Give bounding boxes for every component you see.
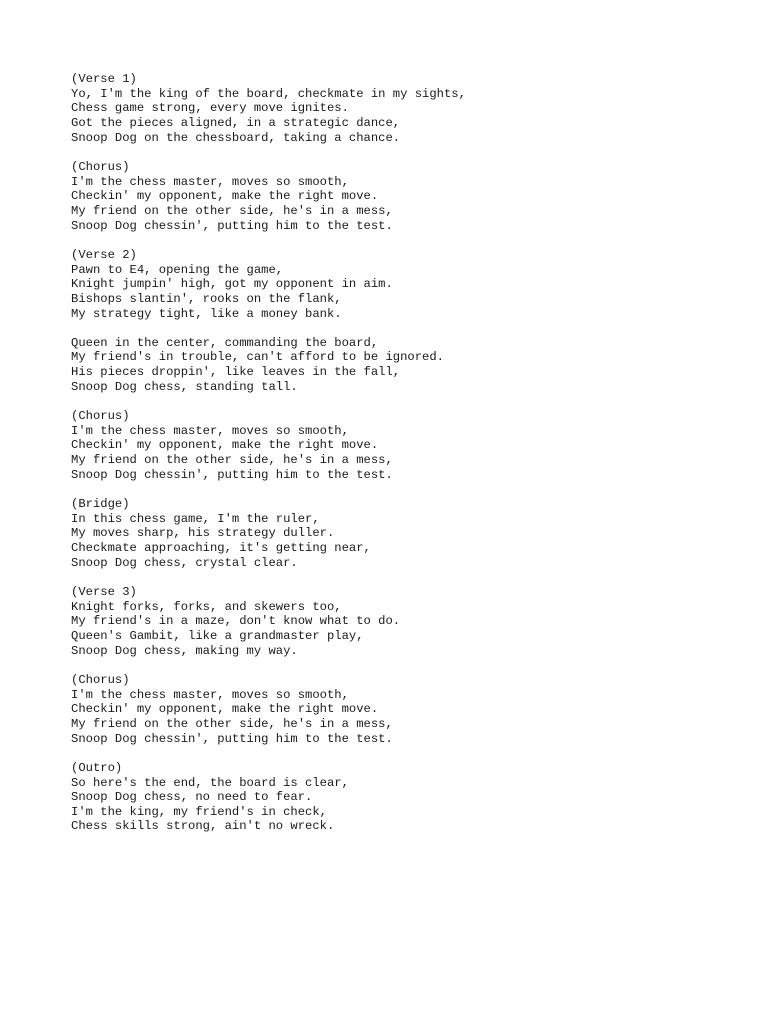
lyric-line: Knight forks, forks, and skewers too, xyxy=(71,599,342,614)
section-heading: (Chorus) xyxy=(71,672,130,687)
lyrics-body xyxy=(71,72,751,849)
stanza xyxy=(71,336,751,395)
section-heading: (Verse 3) xyxy=(71,584,137,599)
lyric-line: My friend on the other side, he's in a mess, xyxy=(71,453,393,468)
stanza xyxy=(71,160,751,233)
lyric-line: Got the pieces aligned, in a strategic dance, xyxy=(71,115,401,130)
lyric-line: Checkin' my opponent, make the right move. xyxy=(71,189,379,204)
lyric-line: Chess skills strong, ain't no wreck. xyxy=(71,819,335,834)
lyric-line: In this chess game, I'm the ruler, xyxy=(71,511,320,526)
stanza xyxy=(71,72,751,145)
lyric-line: I'm the chess master, moves so smooth, xyxy=(71,423,349,438)
lyric-line: Snoop Dog chessin', putting him to the test. xyxy=(71,218,393,233)
lyric-line: Snoop Dog chessin', putting him to the test. xyxy=(71,731,393,746)
lyric-line: My strategy tight, like a money bank. xyxy=(71,306,342,321)
lyric-line: Yo, I'm the king of the board, checkmate in my sights, xyxy=(71,86,466,101)
lyric-line: So here's the end, the board is clear, xyxy=(71,775,349,790)
lyric-line: Snoop Dog chess, making my way. xyxy=(71,643,298,658)
lyric-line: Snoop Dog chess, crystal clear. xyxy=(71,555,298,570)
stanza xyxy=(71,673,751,746)
lyric-line: Checkmate approaching, it's getting near, xyxy=(71,541,371,555)
section-heading: (Verse 1) xyxy=(71,72,137,86)
lyric-line: Bishops slantin', rooks on the flank, xyxy=(71,291,342,306)
lyric-line: Queen's Gambit, like a grandmaster play, xyxy=(71,628,364,643)
lyric-line: My friend on the other side, he's in a mess, xyxy=(71,716,393,731)
lyric-line: I'm the chess master, moves so smooth, xyxy=(71,687,349,702)
lyric-line: Snoop Dog chessin', putting him to the test. xyxy=(71,467,393,482)
lyric-line: Snoop Dog chess, no need to fear. xyxy=(71,790,313,805)
lyric-line: My friend's in trouble, can't afford to be ignored. xyxy=(71,350,444,365)
lyric-line: His pieces droppin', like leaves in the fall, xyxy=(71,365,401,380)
stanza xyxy=(71,585,751,658)
section-heading: (Verse 2) xyxy=(71,247,137,262)
stanza xyxy=(71,497,751,570)
lyric-line: My friend's in a maze, don't know what to do. xyxy=(71,614,401,629)
lyric-line: Checkin' my opponent, make the right move. xyxy=(71,702,379,717)
lyric-line: I'm the king, my friend's in check, xyxy=(71,804,327,819)
section-heading: (Chorus) xyxy=(71,409,130,424)
section-heading: (Chorus) xyxy=(71,159,130,174)
lyric-line: My friend on the other side, he's in a mess, xyxy=(71,203,393,218)
stanza xyxy=(71,761,751,834)
lyric-line: Snoop Dog chess, standing tall. xyxy=(71,379,298,394)
lyric-line: Snoop Dog on the chessboard, taking a chance. xyxy=(71,130,401,145)
lyric-line: I'm the chess master, moves so smooth, xyxy=(71,174,349,189)
lyric-line: Pawn to E4, opening the game, xyxy=(71,262,284,277)
section-heading: (Outro) xyxy=(71,760,123,775)
stanza xyxy=(71,248,751,321)
lyric-line: Knight jumpin' high, got my opponent in aim. xyxy=(71,277,393,292)
lyric-line: My moves sharp, his strategy duller. xyxy=(71,526,335,541)
lyric-line: Chess game strong, every move ignites. xyxy=(71,101,349,116)
section-heading: (Bridge) xyxy=(71,497,130,512)
lyric-line: Queen in the center, commanding the board, xyxy=(71,335,379,350)
stanza xyxy=(71,409,751,482)
lyric-line: Checkin' my opponent, make the right move. xyxy=(71,438,379,453)
